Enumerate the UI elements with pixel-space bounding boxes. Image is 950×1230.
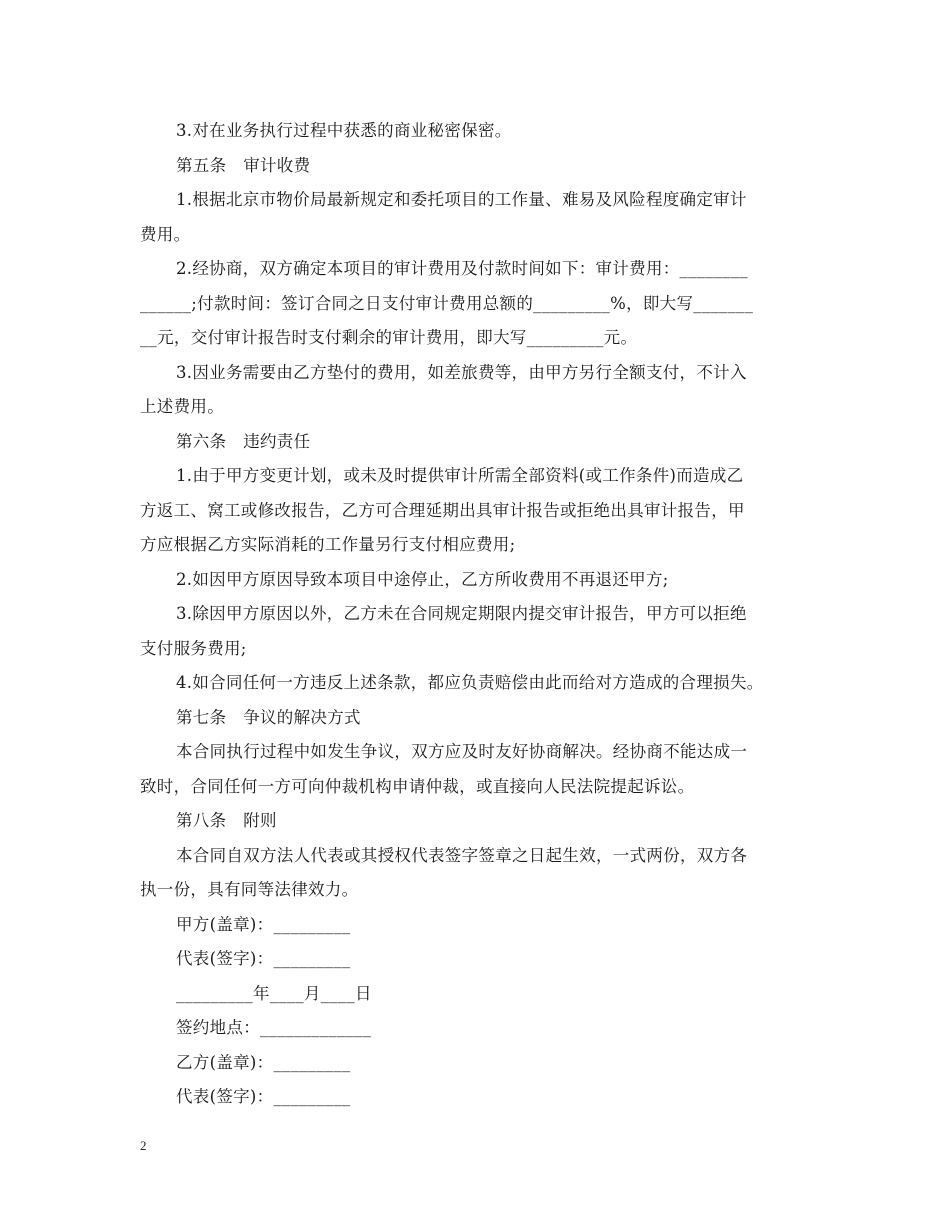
article-6-item-1-continued: 方返工、窝工或修改报告，乙方可合理延期出具审计报告或拒绝出具审计报告，甲 (140, 500, 745, 520)
article-8-heading: 第八条 附则 (176, 811, 277, 830)
party-b-seal-field: 乙方(盖章)：_________ (176, 1052, 351, 1072)
page-number: 2 (140, 1138, 147, 1153)
party-a-representative-field: 代表(签字)：_________ (176, 949, 351, 968)
article-8-body-continued: 执一份，具有同等法律效力。 (140, 880, 359, 899)
clause-4-item-3: 3.对在业务执行过程中获悉的商业秘密保密。 (176, 121, 512, 140)
signing-date-field: _________年____月____日 (176, 983, 372, 1003)
article-5-item-2-continued: ______;付款时间：签订合同之日支付审计费用总额的_________%，即大写_______ (140, 293, 754, 313)
article-5-item-1-continued: 费用。 (140, 224, 191, 244)
article-6-item-2: 2.如因甲方原因导致本项目中途停止，乙方所收费用不再退还甲方; (176, 569, 669, 589)
article-5-heading: 第五条 审计收费 (176, 155, 311, 175)
article-5-item-1: 1.根据北京市物价局最新规定和委托项目的工作量、难易及风险程度确定审计 (176, 190, 747, 209)
article-7-heading: 第七条 争议的解决方式 (176, 707, 361, 727)
document-body (140, 114, 820, 1115)
article-8-body: 本合同自双方法人代表或其授权代表签字签章之日起生效，一式两份，双方各 (176, 845, 748, 865)
article-6-item-3: 3.除因甲方原因以外，乙方未在合同规定期限内提交审计报告，甲方可以拒绝 (176, 604, 747, 623)
article-7-body: 本合同执行过程中如发生争议，双方应及时友好协商解决。经协商不能达成一 (176, 742, 748, 761)
article-5-item-3: 3.因业务需要由乙方垫付的费用，如差旅费等，由甲方另行全额支付，不计入 (176, 362, 747, 382)
signing-location-field: 签约地点：_____________ (176, 1018, 372, 1037)
article-7-body-continued: 致时，合同任何一方可向仲裁机构申请仲裁，或直接向人民法院提起诉讼。 (140, 776, 695, 796)
article-6-item-3-continued: 支付服务费用; (140, 638, 247, 658)
party-a-seal-field: 甲方(盖章)：_________ (176, 914, 351, 934)
article-6-item-1-continued-2: 方应根据乙方实际消耗的工作量另行支付相应费用; (140, 535, 516, 554)
article-5-item-2-continued-2: __元，交付审计报告时支付剩余的审计费用，即大写_________元。 (140, 328, 638, 347)
article-6-item-4: 4.如合同任何一方违反上述条款，都应负责赔偿由此而给对方造成的合理损失。 (176, 673, 764, 692)
article-5-item-2: 2.经协商，双方确定本项目的审计费用及付款时间如下：审计费用：________ (176, 259, 748, 278)
article-6-item-1: 1.由于甲方变更计划，或未及时提供审计所需全部资料(或工作条件)而造成乙 (176, 466, 744, 485)
article-5-item-3-continued: 上述费用。 (140, 397, 224, 416)
article-6-heading: 第六条 违约责任 (176, 431, 311, 451)
party-b-representative-field: 代表(签字)：_________ (176, 1087, 351, 1106)
